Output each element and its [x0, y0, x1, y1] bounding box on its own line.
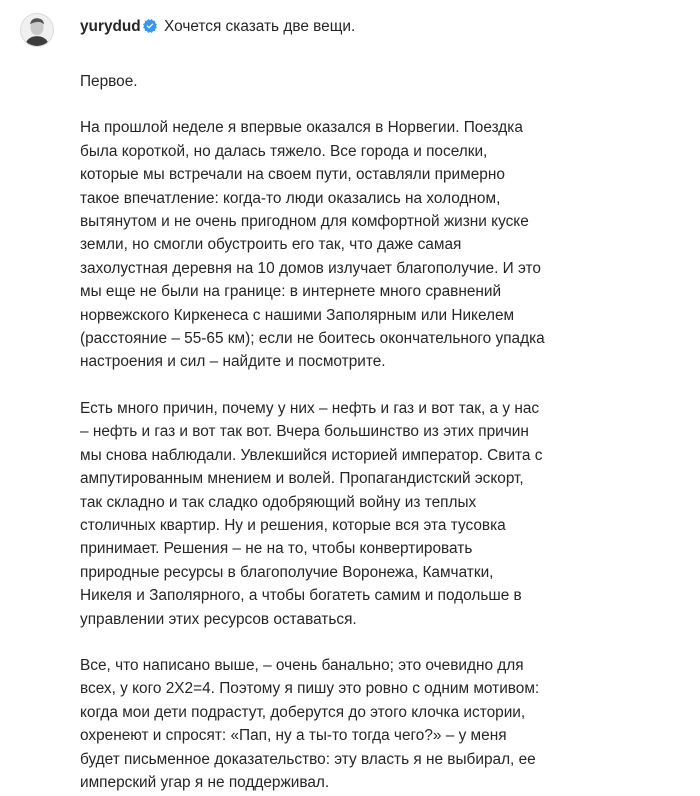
caption-line: Никеля и Заполярного, а чтобы богатеть самим и подольше в — [80, 587, 522, 605]
avatar-photo-icon — [21, 14, 53, 46]
caption-paragraph-1 — [80, 70, 685, 93]
caption-line: имперский угар я не поддерживал. — [80, 773, 330, 791]
caption-line: которые мы встречали на своем пути, оставляли примерно — [80, 166, 505, 184]
caption-line: будет письменное доказательство: эту власть я не выбирал, ее — [80, 750, 536, 768]
caption-line: земли, но смогли обустроить его так, что даже самая — [80, 236, 462, 254]
caption-line: норвежского Киркенеса с нашими Заполярным или Никелем — [80, 306, 515, 324]
verified-badge-icon — [143, 19, 157, 33]
caption-paragraph-2 — [80, 116, 685, 373]
caption-line: захолустная деревня на 10 домов излучает благополучие. И это — [80, 259, 541, 277]
caption-line: (расстояние – 55-65 км); если не боитесь окончательного упадка — [80, 330, 545, 348]
caption-line: – нефть и газ и вот так вот. Вчера большинство из этих причин — [80, 423, 529, 441]
caption-line: такое впечатление: когда-то люди оказались на холодном, — [80, 189, 501, 207]
caption-line: всех, у кого 2Х2=4. Поэтому я пишу это ровно с одним мотивом: — [80, 680, 540, 698]
caption-paragraph-4 — [80, 654, 685, 794]
caption-line: Первое. — [80, 73, 138, 90]
caption-line: управлении этих ресурсов оставаться. — [80, 610, 357, 628]
caption-line: столичных квартир. Ну и решения, которые вся эта тусовка — [80, 516, 506, 534]
caption-line: принимает. Решения – не на то, чтобы конвертировать — [80, 540, 473, 558]
caption-line: Все, что написано выше, – очень банально; это очевидно для — [80, 656, 524, 674]
caption-line: Есть много причин, почему у них – нефть и газ и вот так, а у нас — [80, 399, 540, 417]
caption-first-line: Хочется сказать две вещи. — [164, 18, 356, 35]
caption-line: мы снова наблюдали. Увлекшийся историей император. Свита с — [80, 446, 543, 464]
username-link[interactable]: yurydud — [80, 18, 141, 35]
caption-line: вытянутом и не очень пригодном для комфортной жизни куске — [80, 213, 529, 231]
caption-line: была короткой, но далась тяжело. Все города и поселки, — [80, 142, 488, 160]
avatar[interactable] — [20, 13, 54, 47]
caption-line: когда мои дети подрастут, доберутся до этого клочка истории, — [80, 703, 526, 721]
caption-line: настроения и сил – найдите и посмотрите. — [80, 353, 386, 371]
caption-line: мы еще не были на границе: в интернете много сравнений — [80, 283, 502, 301]
caption-line: природные ресурсы в благополучие Воронежа, Камчатки, — [80, 563, 494, 581]
caption-line: так складно и так сладко одобряющий войну из теплых — [80, 493, 477, 511]
caption-line: охренеют и спросят: «Пап, ну а ты-то тогда чего?» – у меня — [80, 727, 507, 745]
caption-header — [80, 14, 685, 40]
caption-line: На прошлой неделе я впервые оказался в Норвегии. Поездка — [80, 119, 523, 137]
caption-line: ампутированным мнением и волей. Пропагандистский эскорт, — [80, 470, 524, 488]
caption-body — [80, 14, 685, 794]
caption-paragraph-3 — [80, 397, 685, 631]
